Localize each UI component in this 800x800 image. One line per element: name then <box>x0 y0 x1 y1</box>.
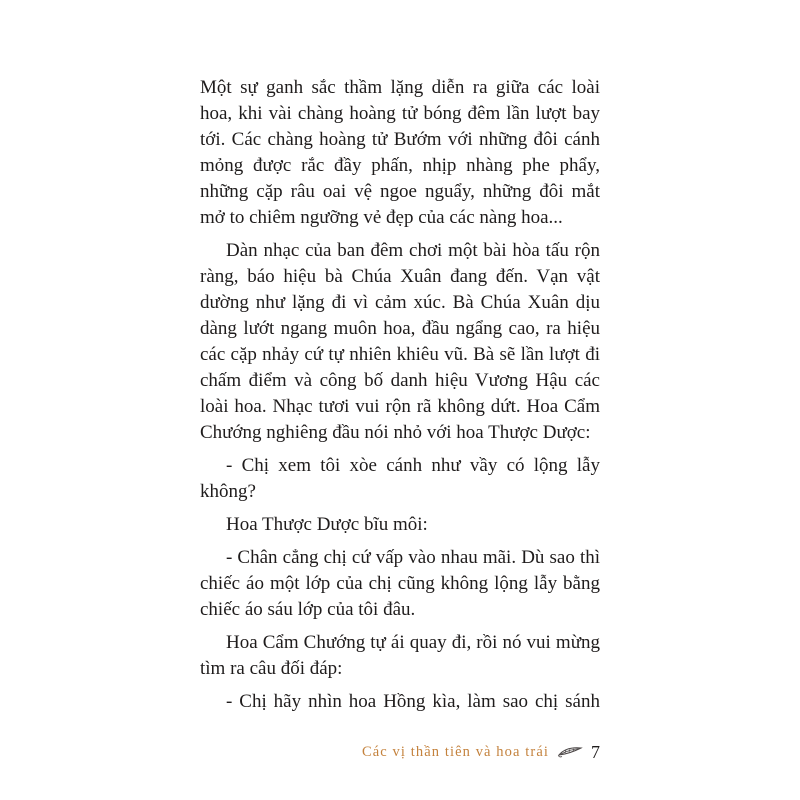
text-line: hoa, khi vài chàng hoàng tử bóng đêm lần lượt bay <box>200 103 600 124</box>
text-line: - Chị xem tôi xòe cánh như vầy có lộng lẫy <box>226 455 600 476</box>
body-text <box>200 75 600 715</box>
text-line: ràng, báo hiệu bà Chúa Xuân đang đến. Vạn vật <box>200 266 600 287</box>
text-line: những cặp râu oai vệ ngoe nguẩy, những đôi mắt <box>200 181 600 202</box>
text-line: chiếc áo một lớp của chị cũng không lộng lẫy bằng <box>200 573 600 594</box>
paragraph <box>200 238 600 446</box>
text-line: Hoa Thược Dược bĩu môi: <box>226 514 428 535</box>
paragraph <box>200 512 600 538</box>
text-line: - Chị hãy nhìn hoa Hồng kìa, làm sao chị sánh <box>226 691 600 712</box>
text-line: tìm ra câu đối đáp: <box>200 658 343 679</box>
text-line: Hoa Cẩm Chướng tự ái quay đi, rồi nó vui mừng <box>226 632 600 653</box>
text-line: - Chân cẳng chị cứ vấp vào nhau mãi. Dù sao thì <box>226 547 600 568</box>
text-line: dường như lặng đi vì cảm xúc. Bà Chúa Xuân dịu <box>200 292 600 313</box>
paragraph <box>200 630 600 682</box>
text-line: chiếc áo sáu lớp của tôi đâu. <box>200 599 416 620</box>
leaf-ornament-icon <box>557 745 583 759</box>
text-line: tới. Các chàng hoàng tử Bướm với những đôi cánh <box>200 129 600 150</box>
text-line: dàng lướt ngang muôn hoa, đầu ngẩng cao, ra hiệu <box>200 318 600 339</box>
paragraph <box>200 453 600 505</box>
page-number: 7 <box>591 741 600 762</box>
text-line: các cặp nhảy cứ tự nhiên khiêu vũ. Bà sẽ lần lượt đi <box>200 344 600 365</box>
text-line: loài hoa. Nhạc tươi vui rộn rã không dứt. Hoa Cẩm <box>200 396 600 417</box>
text-line: không? <box>200 481 256 502</box>
paragraph <box>200 75 600 231</box>
text-line: Dàn nhạc của ban đêm chơi một bài hòa tấu rộn <box>226 240 600 261</box>
paragraph <box>200 545 600 623</box>
text-line: chấm điểm và công bố danh hiệu Vương Hậu các <box>200 370 600 391</box>
running-title: Các vị thần tiên và hoa trái <box>361 743 549 760</box>
text-line: mở to chiêm ngưỡng vẻ đẹp của các nàng hoa... <box>200 207 563 228</box>
paragraph <box>200 689 600 715</box>
text-line: Chướng nghiêng đầu nói nhỏ với hoa Thược Dược: <box>200 422 591 443</box>
text-line: mỏng được rắc đầy phấn, nhịp nhàng phe phẩy, <box>200 155 600 176</box>
text-line: Một sự ganh sắc thầm lặng diễn ra giữa các loài <box>200 77 600 98</box>
page-footer <box>362 740 600 764</box>
